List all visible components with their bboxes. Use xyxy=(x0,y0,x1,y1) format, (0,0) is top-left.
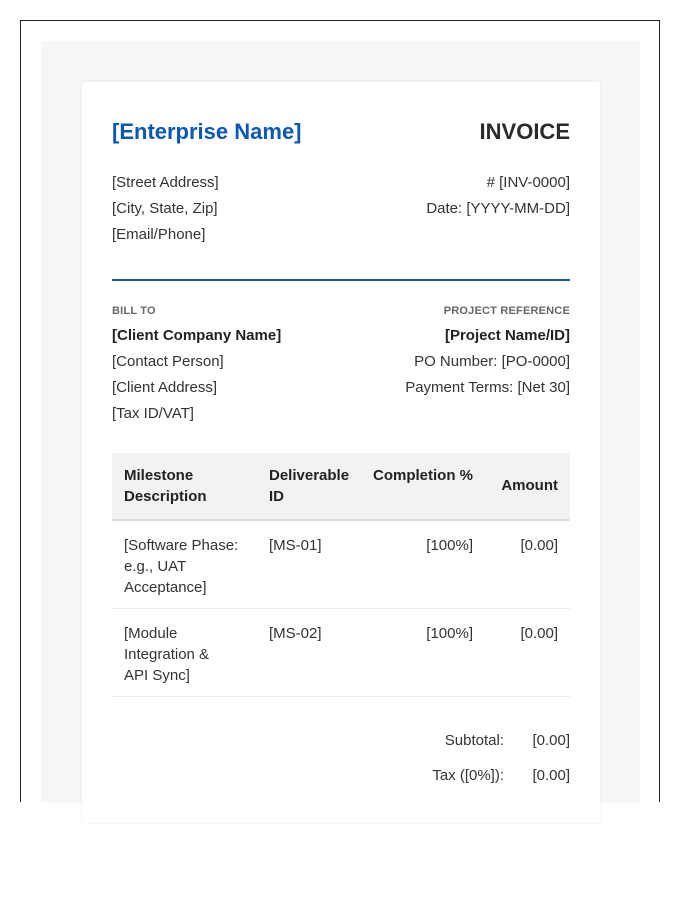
address-line: [Email/Phone] xyxy=(112,226,206,243)
row-amount: [0.00] xyxy=(520,537,558,554)
header-milestone-description: Milestone Description xyxy=(124,467,207,505)
tax-label: Tax ([0%]): xyxy=(432,767,504,784)
payment-terms: Payment Terms: [Net 30] xyxy=(405,379,570,396)
subtotal-value: [0.00] xyxy=(532,732,570,749)
address-line: [City, State, Zip] xyxy=(112,200,218,217)
totals-block xyxy=(370,732,570,802)
page-background xyxy=(41,41,640,803)
header-completion: Completion % xyxy=(373,467,473,484)
table-header xyxy=(112,453,570,521)
row-completion: [100%] xyxy=(426,625,473,642)
sender-address xyxy=(112,170,219,248)
row-description: [Software Phase: e.g., UAT Acceptance] xyxy=(124,537,239,596)
invoice-title: INVOICE xyxy=(479,119,570,144)
header-divider xyxy=(112,279,570,281)
bill-to-block xyxy=(112,304,281,427)
po-number: PO Number: [PO-0000] xyxy=(414,353,570,370)
row-completion: [100%] xyxy=(426,537,473,554)
subtotal-row xyxy=(370,732,570,767)
tax-row xyxy=(370,767,570,802)
subtotal-label: Subtotal: xyxy=(444,732,504,749)
table-row xyxy=(112,521,570,609)
row-amount: [0.00] xyxy=(520,625,558,642)
header-amount: Amount xyxy=(501,477,558,494)
invoice-number: # [INV-0000] xyxy=(486,174,570,191)
client-line: [Client Address] xyxy=(112,379,218,396)
client-line: [Tax ID/VAT] xyxy=(112,405,194,422)
project-name: [Project Name/ID] xyxy=(444,327,570,344)
project-reference-label: PROJECT REFERENCE xyxy=(443,305,570,317)
invoice-date: Date: [YYYY-MM-DD] xyxy=(426,200,570,217)
page-frame xyxy=(20,20,660,802)
client-line: [Contact Person] xyxy=(112,353,224,370)
header-deliverable-id: Deliverable ID xyxy=(269,467,350,505)
invoice-meta xyxy=(426,170,570,222)
table-row xyxy=(112,609,570,697)
row-deliverable-id: [MS-01] xyxy=(269,537,322,554)
tax-value: [0.00] xyxy=(532,767,570,784)
bill-to-label: BILL TO xyxy=(112,305,156,317)
row-description: [Module Integration & API Sync] xyxy=(124,625,210,684)
invoice-sheet xyxy=(82,82,600,823)
row-deliverable-id: [MS-02] xyxy=(269,625,322,642)
project-reference-block xyxy=(405,304,570,401)
address-line: [Street Address] xyxy=(112,174,219,191)
enterprise-name: [Enterprise Name] xyxy=(112,119,302,144)
milestone-table xyxy=(112,453,570,697)
client-company: [Client Company Name] xyxy=(112,327,282,344)
